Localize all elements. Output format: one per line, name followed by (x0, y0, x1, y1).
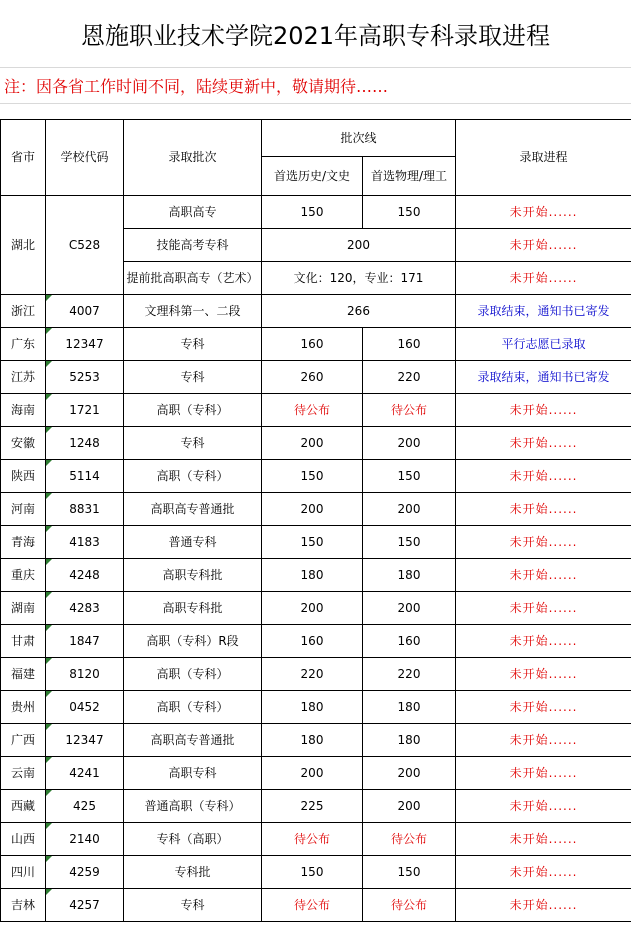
cell-physics: 180 (363, 559, 456, 592)
cell-province: 陕西 (1, 460, 46, 493)
cell-history: 160 (262, 625, 363, 658)
cell-batch: 高职（专科） (124, 658, 262, 691)
cell-history: 150 (262, 526, 363, 559)
cell-province: 湖南 (1, 592, 46, 625)
cell-progress: 未开始...... (456, 559, 631, 592)
cell-province: 湖北 (1, 196, 46, 295)
cell-physics: 220 (363, 361, 456, 394)
cell-province: 四川 (1, 856, 46, 889)
cell-history: 220 (262, 658, 363, 691)
cell-province: 云南 (1, 757, 46, 790)
cell-batch: 专科 (124, 427, 262, 460)
cell-history: 150 (262, 460, 363, 493)
table-row (1, 394, 631, 427)
cell-code: 4007 (46, 295, 124, 328)
cell-line-merged: 文化：120，专业：171 (262, 262, 456, 295)
cell-code: 4248 (46, 559, 124, 592)
cell-code: 8120 (46, 658, 124, 691)
cell-physics: 180 (363, 724, 456, 757)
cell-progress: 未开始...... (456, 262, 631, 295)
cell-province: 江苏 (1, 361, 46, 394)
cell-batch: 专科批 (124, 856, 262, 889)
cell-progress: 未开始...... (456, 427, 631, 460)
cell-progress: 未开始...... (456, 889, 631, 922)
cell-history: 260 (262, 361, 363, 394)
cell-code: 1248 (46, 427, 124, 460)
cell-progress: 未开始...... (456, 856, 631, 889)
cell-province: 山西 (1, 823, 46, 856)
table-row (1, 823, 631, 856)
cell-physics: 150 (363, 856, 456, 889)
cell-code: 12347 (46, 328, 124, 361)
cell-code: 8831 (46, 493, 124, 526)
table-row (1, 427, 631, 460)
cell-progress: 未开始...... (456, 229, 631, 262)
table-row (1, 295, 631, 328)
cell-history: 200 (262, 757, 363, 790)
table-row (1, 196, 631, 229)
table-row (1, 658, 631, 691)
cell-code: 5114 (46, 460, 124, 493)
cell-batch: 专科 (124, 361, 262, 394)
cell-batch: 高职（专科）R段 (124, 625, 262, 658)
header-code: 学校代码 (46, 120, 124, 196)
cell-progress: 未开始...... (456, 196, 631, 229)
cell-history: 待公布 (262, 823, 363, 856)
cell-batch: 高职高专普通批 (124, 493, 262, 526)
cell-line-merged: 266 (262, 295, 456, 328)
cell-code: 5253 (46, 361, 124, 394)
cell-progress: 录取结束，通知书已寄发 (456, 295, 631, 328)
cell-physics: 220 (363, 658, 456, 691)
cell-physics: 160 (363, 625, 456, 658)
cell-province: 福建 (1, 658, 46, 691)
cell-batch: 高职专科 (124, 757, 262, 790)
cell-history: 150 (262, 856, 363, 889)
table-row (1, 889, 631, 922)
cell-physics: 150 (363, 460, 456, 493)
cell-physics: 待公布 (363, 889, 456, 922)
table-row (1, 328, 631, 361)
cell-batch: 高职高专 (124, 196, 262, 229)
spacer-row (0, 104, 631, 119)
cell-physics: 200 (363, 790, 456, 823)
cell-province: 河南 (1, 493, 46, 526)
cell-history: 待公布 (262, 889, 363, 922)
cell-physics: 待公布 (363, 394, 456, 427)
cell-code: 4257 (46, 889, 124, 922)
cell-progress: 未开始...... (456, 691, 631, 724)
table-row (1, 526, 631, 559)
cell-progress: 未开始...... (456, 823, 631, 856)
cell-batch: 专科 (124, 328, 262, 361)
cell-progress: 未开始...... (456, 757, 631, 790)
cell-progress: 平行志愿已录取 (456, 328, 631, 361)
table-row (1, 493, 631, 526)
header-batch: 录取批次 (124, 120, 262, 196)
table-row (1, 361, 631, 394)
table-row (1, 460, 631, 493)
page-title: 恩施职业技术学院2021年高职专科录取进程 (0, 0, 631, 68)
cell-progress: 未开始...... (456, 625, 631, 658)
cell-progress: 未开始...... (456, 592, 631, 625)
table-row (1, 790, 631, 823)
cell-progress: 未开始...... (456, 724, 631, 757)
cell-progress: 未开始...... (456, 526, 631, 559)
cell-province: 吉林 (1, 889, 46, 922)
cell-progress: 未开始...... (456, 658, 631, 691)
cell-code: 4283 (46, 592, 124, 625)
cell-history: 200 (262, 493, 363, 526)
header-history: 首选历史/文史 (262, 157, 363, 196)
cell-history: 180 (262, 724, 363, 757)
cell-progress: 未开始...... (456, 493, 631, 526)
cell-batch: 高职高专普通批 (124, 724, 262, 757)
cell-physics: 200 (363, 592, 456, 625)
admission-table (0, 119, 631, 922)
cell-history: 待公布 (262, 394, 363, 427)
cell-code: 12347 (46, 724, 124, 757)
cell-batch: 高职专科批 (124, 592, 262, 625)
cell-history: 150 (262, 196, 363, 229)
cell-progress: 录取结束，通知书已寄发 (456, 361, 631, 394)
cell-province: 贵州 (1, 691, 46, 724)
cell-province: 西藏 (1, 790, 46, 823)
cell-code: C528 (46, 196, 124, 295)
cell-physics: 180 (363, 691, 456, 724)
cell-province: 安徽 (1, 427, 46, 460)
cell-batch: 技能高考专科 (124, 229, 262, 262)
cell-physics: 200 (363, 427, 456, 460)
cell-code: 2140 (46, 823, 124, 856)
cell-physics: 150 (363, 526, 456, 559)
cell-batch: 普通专科 (124, 526, 262, 559)
cell-province: 浙江 (1, 295, 46, 328)
cell-code: 425 (46, 790, 124, 823)
cell-code: 0452 (46, 691, 124, 724)
cell-code: 4241 (46, 757, 124, 790)
table-row (1, 625, 631, 658)
cell-code: 1721 (46, 394, 124, 427)
cell-progress: 未开始...... (456, 460, 631, 493)
table-row (1, 856, 631, 889)
cell-province: 重庆 (1, 559, 46, 592)
cell-progress: 未开始...... (456, 790, 631, 823)
cell-province: 广西 (1, 724, 46, 757)
cell-physics: 150 (363, 196, 456, 229)
cell-history: 200 (262, 427, 363, 460)
header-province: 省市 (1, 120, 46, 196)
cell-province: 青海 (1, 526, 46, 559)
header-progress: 录取进程 (456, 120, 631, 196)
cell-province: 海南 (1, 394, 46, 427)
cell-batch: 高职（专科） (124, 460, 262, 493)
cell-progress: 未开始...... (456, 394, 631, 427)
table-row (1, 691, 631, 724)
cell-physics: 200 (363, 757, 456, 790)
cell-code: 1847 (46, 625, 124, 658)
cell-history: 160 (262, 328, 363, 361)
cell-history: 200 (262, 592, 363, 625)
cell-batch: 高职专科批 (124, 559, 262, 592)
notice-text: 注：因各省工作时间不同，陆续更新中，敬请期待…… (0, 67, 631, 104)
cell-batch: 普通高职（专科） (124, 790, 262, 823)
cell-batch: 高职（专科） (124, 394, 262, 427)
cell-code: 4183 (46, 526, 124, 559)
cell-batch: 高职（专科） (124, 691, 262, 724)
header-row (1, 120, 631, 157)
cell-line-merged: 200 (262, 229, 456, 262)
header-line: 批次线 (262, 120, 456, 157)
cell-batch: 专科（高职） (124, 823, 262, 856)
cell-code: 4259 (46, 856, 124, 889)
cell-history: 180 (262, 559, 363, 592)
cell-batch: 文理科第一、二段 (124, 295, 262, 328)
cell-province: 甘肃 (1, 625, 46, 658)
table-row (1, 559, 631, 592)
cell-physics: 待公布 (363, 823, 456, 856)
cell-history: 225 (262, 790, 363, 823)
cell-physics: 160 (363, 328, 456, 361)
table-row (1, 592, 631, 625)
cell-batch: 提前批高职高专（艺术） (124, 262, 262, 295)
table-row (1, 724, 631, 757)
cell-physics: 200 (363, 493, 456, 526)
cell-province: 广东 (1, 328, 46, 361)
table-row (1, 757, 631, 790)
cell-history: 180 (262, 691, 363, 724)
header-physics: 首选物理/理工 (363, 157, 456, 196)
cell-batch: 专科 (124, 889, 262, 922)
